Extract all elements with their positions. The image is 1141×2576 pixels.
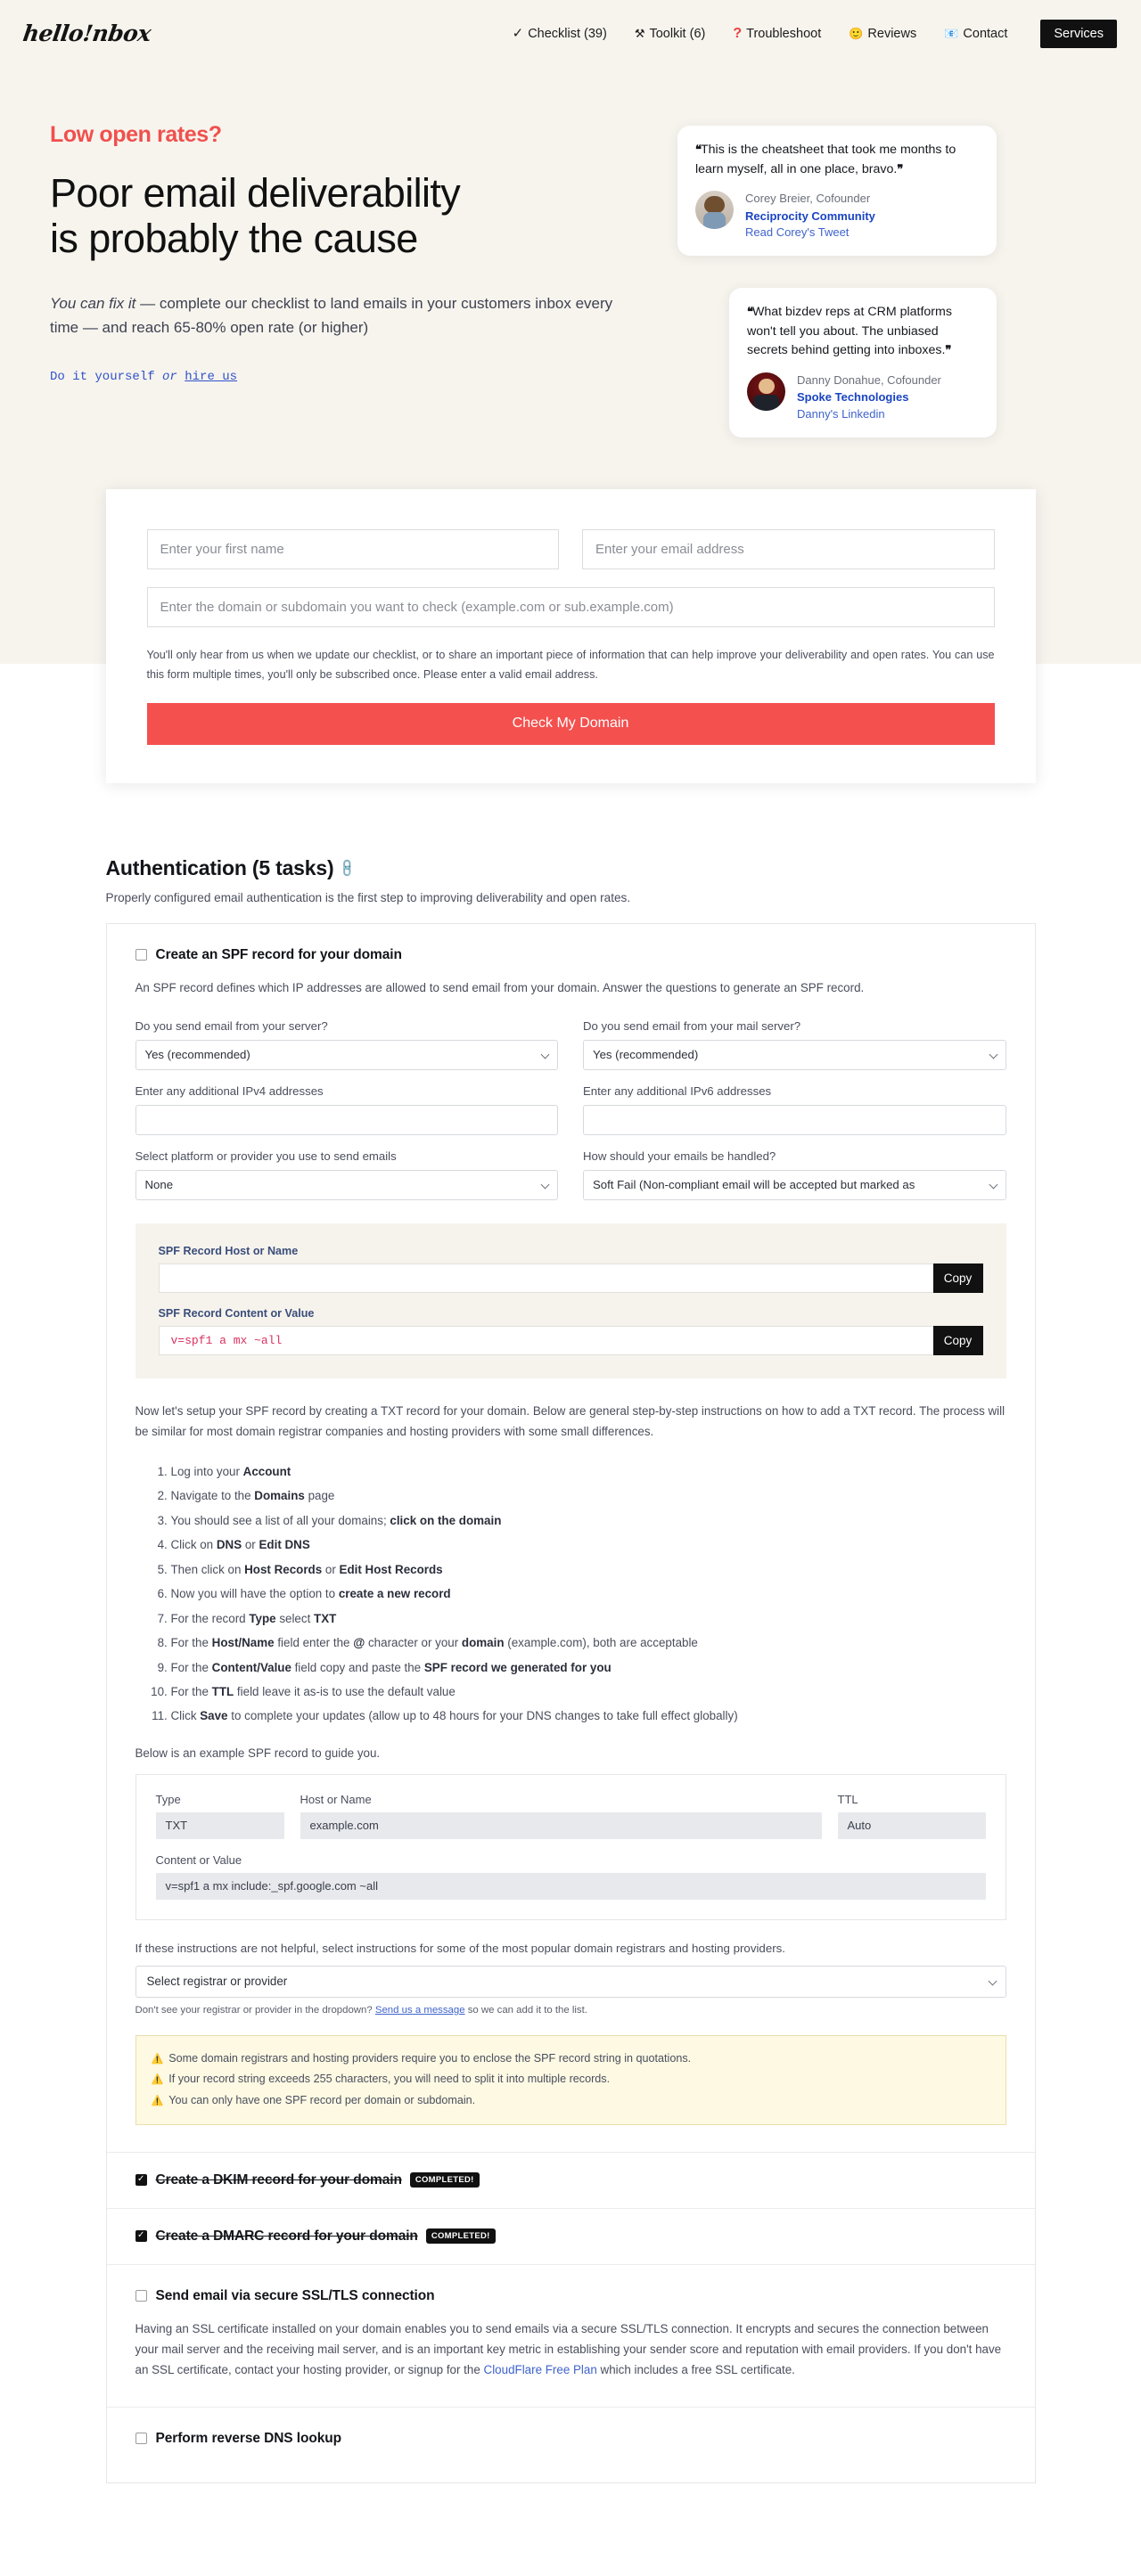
nav-item-toolkit-label: Toolkit (6) — [649, 26, 706, 41]
task-dkim-checkbox[interactable] — [135, 2174, 147, 2186]
spf-content-copy-button[interactable]: Copy — [933, 1326, 983, 1355]
ssl-desc-pre: Having an SSL certificate installed on your domain enables you to send emails via a secure SSL/TLS connection. It encrypts and secures the connection between your mail server and the receiving mail server, and is an important key metric in establishing your sender score and reputation with email providers. If you don't have an SSL certificate, contact your hosting provider, or signup for the — [135, 2321, 1002, 2376]
spf-example-record-box — [135, 1774, 1006, 1920]
spf-example-content-label: Content or Value — [155, 1852, 242, 1867]
spf-step-10: 10. For the TTL field leave it as-is to use the default value — [171, 1680, 1006, 1704]
testimonials — [669, 122, 1096, 421]
avatar — [695, 191, 734, 229]
site-logo[interactable]: hello!nbox — [21, 20, 153, 46]
spf-q2-select[interactable]: Yes (recommended) — [583, 1040, 1006, 1070]
testimonial-meta-1 — [695, 191, 979, 241]
check-icon: ✓ — [512, 26, 524, 41]
spf-step-9: 9. For the Content/Value field copy and paste the SPF record we generated for you — [171, 1656, 1006, 1680]
testimonial-quote-1 — [695, 141, 979, 179]
spf-example-ttl-label: TTL — [837, 1792, 858, 1806]
testimonial-card-2 — [729, 288, 997, 438]
spf-provider-select[interactable]: None — [135, 1170, 559, 1200]
task-dmarc-status-badge: COMPLETED! — [426, 2228, 496, 2244]
spf-ipv6-input[interactable] — [583, 1105, 1006, 1135]
spf-example-host-value: example.com — [300, 1812, 822, 1839]
spf-q4-label: Enter any additional IPv6 addresses — [583, 1084, 772, 1098]
task-spf-checkbox[interactable] — [135, 949, 147, 961]
question-icon: ? — [733, 25, 743, 41]
headline-line-2: is probably the cause — [50, 215, 418, 261]
spf-step-7: 7. For the record Type select TXT — [171, 1607, 1006, 1631]
top-navigation-bar — [0, 0, 1141, 67]
spf-host-field — [159, 1263, 983, 1293]
spf-q6 — [583, 1149, 1006, 1200]
testimonial-name-1: Corey Breier, Cofounder — [745, 192, 871, 206]
task-spf-header — [135, 947, 1006, 963]
task-ssl — [107, 2265, 1035, 2408]
spf-step-8: 8. For the Host/Name field enter the @ character or your domain (example.com), both are acceptable — [171, 1631, 1006, 1655]
spf-q2-label: Do you send email from your mail server? — [583, 1018, 801, 1033]
hero-copy — [45, 122, 669, 384]
testimonial-quote-2 — [747, 303, 979, 361]
spf-example-content-col — [156, 1853, 986, 1900]
spf-warning-3 — [152, 2090, 990, 2111]
nav-item-checklist-label: Checklist (39) — [528, 26, 607, 41]
section-subtitle: Properly configured email authentication is the first step to improving deliverability and open rates. — [105, 890, 631, 904]
authentication-section — [106, 856, 1036, 2483]
nav-item-reviews[interactable] — [849, 27, 916, 41]
spf-example-row — [156, 1793, 986, 1839]
spf-q5-label: Select platform or provider you use to send emails — [135, 1149, 397, 1163]
testimonial-org-2[interactable]: Spoke Technologies — [797, 390, 909, 405]
spf-q1-select[interactable]: Yes (recommended) — [135, 1040, 559, 1070]
spf-ipv4-input[interactable] — [135, 1105, 559, 1135]
testimonial-quote-text-2: What bizdev reps at CRM platforms won't tell you about. The unbiased secrets behind getting into inboxes. — [747, 305, 952, 358]
spf-steps-list — [135, 1460, 1006, 1729]
testimonial-link-1[interactable]: Read Corey's Tweet — [745, 225, 850, 240]
testimonial-org-1[interactable]: Reciprocity Community — [745, 209, 875, 223]
spf-q3-label: Enter any additional IPv4 addresses — [135, 1084, 324, 1098]
quote-open-icon: ❝ — [747, 305, 752, 318]
avatar — [747, 372, 785, 411]
spf-generated-record-panel — [135, 1223, 1006, 1378]
task-dkim-title: Create a DKIM record for your domain — [155, 2171, 402, 2188]
registrar-select[interactable]: Select registrar or provider — [135, 1966, 1006, 1998]
spf-q1-label: Do you send email from your server? — [135, 1018, 328, 1033]
spf-example-type-value: TXT — [156, 1812, 284, 1839]
task-ssl-header — [135, 2288, 1006, 2304]
spf-example-ttl-col — [838, 1793, 986, 1839]
form-disclaimer: You'll only hear from us when we update our checklist, or to share an important piece of information that can help improve your deliverability and open rates. You can use this form multiple times, you'll only be subscribed once. Please enter a valid email address. — [146, 649, 995, 681]
spf-q2-select-wrap — [583, 1040, 1006, 1070]
spf-step-3: 3. You should see a list of all your domains; click on the domain — [171, 1509, 1006, 1533]
spf-registrar-subnote — [135, 2005, 1006, 2016]
testimonial-meta-2 — [747, 372, 979, 423]
spf-registrar-select-wrap — [135, 1966, 1006, 1998]
task-reverse-dns — [107, 2408, 1035, 2482]
spf-warning-1-text: Some domain registrars and hosting providers require you to enclose the SPF record string in quotations. — [168, 2051, 692, 2065]
spf-host-input[interactable] — [159, 1263, 933, 1293]
spf-policy-select[interactable]: Soft Fail (Non-compliant email will be accepted but marked as — [583, 1170, 1006, 1200]
spf-host-copy-button[interactable]: Copy — [933, 1263, 983, 1293]
spf-example-host-label: Host or Name — [300, 1792, 372, 1806]
warning-icon: ⚠️ — [151, 2074, 164, 2086]
spf-step-6: 6. Now you will have the option to create a new record — [171, 1582, 1006, 1606]
spf-warning-3-text: You can only have one SPF record per domain or subdomain. — [168, 2093, 476, 2106]
email-input[interactable] — [582, 529, 995, 569]
headline-line-1: Poor email deliverability — [50, 170, 461, 216]
warning-icon: ⚠️ — [151, 2053, 164, 2065]
spf-step-2: 2. Navigate to the Domains page — [171, 1484, 1006, 1508]
envelope-icon: 📧 — [944, 27, 959, 40]
spf-step-4: 4. Click on DNS or Edit DNS — [171, 1533, 1006, 1557]
spf-q2 — [583, 1019, 1006, 1070]
testimonial-name-2: Danny Donahue, Cofounder — [797, 372, 941, 387]
hero-subtitle-emphasis: You can fix it — [50, 294, 136, 312]
nav-item-toolkit[interactable] — [635, 27, 706, 41]
task-list — [106, 923, 1036, 2483]
hero-cta-line — [50, 370, 669, 384]
nav-item-reviews-label: Reviews — [867, 26, 917, 41]
spf-host-label: SPF Record Host or Name — [158, 1244, 299, 1257]
spf-warnings-box — [135, 2035, 1006, 2125]
spf-example-ttl-value: Auto — [838, 1812, 986, 1839]
quote-close-icon: ❞ — [945, 343, 951, 357]
smiley-icon: 🙂 — [849, 27, 864, 40]
tools-icon: ⚒ — [634, 27, 645, 40]
task-reverse-dns-checkbox[interactable] — [135, 2433, 147, 2444]
task-ssl-title: Send email via secure SSL/TLS connection — [155, 2287, 435, 2303]
check-my-domain-button[interactable]: Check My Domain — [147, 703, 995, 745]
testimonial-link-2[interactable]: Danny's Linkedin — [797, 406, 885, 421]
services-button[interactable]: Services — [1040, 20, 1117, 48]
task-spf-title: Create an SPF record for your domain — [155, 946, 402, 962]
spf-example-host-col — [300, 1793, 822, 1839]
domain-check-form — [106, 489, 1036, 783]
task-dmarc — [107, 2209, 1035, 2265]
spf-content-label: SPF Record Content or Value — [158, 1306, 315, 1320]
page-title — [50, 171, 669, 262]
spf-q1 — [135, 1019, 559, 1070]
ssl-desc-post: which includes a free SSL certificate. — [596, 2362, 795, 2376]
first-name-input[interactable] — [147, 529, 560, 569]
hero-kicker: Low open rates? — [50, 122, 222, 147]
spf-host-group — [159, 1245, 983, 1293]
nav-item-checklist[interactable] — [513, 27, 607, 41]
spf-example-note: Below is an example SPF record to guide you. — [135, 1746, 381, 1760]
spf-warning-1 — [152, 2049, 990, 2069]
domain-input[interactable] — [147, 587, 995, 627]
nav-links — [513, 20, 1117, 48]
task-spf-description: An SPF record defines which IP addresses are allowed to send email from your domain. Answer the questions to generate an SPF record. — [135, 980, 865, 994]
spf-content-field — [159, 1326, 983, 1355]
spf-question-grid — [135, 1019, 1006, 1200]
cloudflare-free-plan-link[interactable]: CloudFlare Free Plan — [483, 2362, 597, 2376]
task-spf — [107, 924, 1035, 2153]
task-reverse-dns-header — [135, 2431, 1006, 2447]
task-dmarc-checkbox[interactable] — [135, 2230, 147, 2242]
hero-subtitle — [50, 291, 638, 340]
hero-section — [45, 67, 1096, 421]
spf-step-1: 1. Log into your Account — [171, 1460, 1006, 1484]
task-dmarc-title: Create a DMARC record for your domain — [155, 2228, 418, 2244]
task-dkim-status-badge: COMPLETED! — [410, 2172, 480, 2188]
task-reverse-dns-title: Perform reverse DNS lookup — [155, 2430, 341, 2446]
spf-warning-2 — [152, 2069, 990, 2089]
do-it-yourself-text: Do it yourself — [50, 370, 163, 385]
hero-subtitle-rest: — complete our checklist to land emails in your customers inbox every time — and reach 65-80% open rate (or higher) — [50, 294, 613, 337]
spf-content-input[interactable] — [159, 1326, 933, 1355]
task-ssl-checkbox[interactable] — [135, 2290, 147, 2302]
section-title: Authentication (5 tasks) — [105, 855, 334, 879]
quote-open-icon: ❝ — [695, 143, 701, 156]
spf-q5-select-wrap — [135, 1170, 559, 1200]
testimonial-quote-text-1: This is the cheatsheet that took me months to learn myself, all in one place, bravo. — [695, 143, 956, 176]
spf-q4 — [583, 1084, 1006, 1135]
spf-registrar-note: If these instructions are not helpful, select instructions for some of the most popular domain registrars and hosting providers. — [135, 1941, 785, 1955]
send-us-a-message-link[interactable]: Send us a message — [374, 2004, 465, 2016]
section-heading — [106, 856, 1036, 880]
spf-example-type-col — [156, 1793, 284, 1839]
spf-q3 — [135, 1084, 559, 1135]
cta-or-text: or — [162, 370, 177, 385]
spf-q6-label: How should your emails be handled? — [583, 1149, 776, 1163]
nav-item-troubleshoot-label: Troubleshoot — [746, 26, 822, 41]
link-anchor-icon[interactable]: 🔗 — [336, 857, 358, 879]
spf-example-type-label: Type — [155, 1792, 181, 1806]
spf-instructions-intro: Now let's setup your SPF record by creating a TXT record for your domain. Below are general step-by-step instructions on how to add a TXT record. The process will be similar for most domain registrar companies and hosting providers with some small differences. — [135, 1403, 1006, 1438]
quote-close-icon: ❞ — [897, 161, 903, 176]
spf-example-content-value: v=spf1 a mx include:_spf.google.com ~all — [156, 1873, 986, 1900]
spf-q6-select-wrap — [583, 1170, 1006, 1200]
nav-item-troubleshoot[interactable] — [733, 27, 821, 41]
spf-warning-2-text: If your record string exceeds 255 characters, you will need to split it into multiple records. — [168, 2073, 611, 2086]
task-ssl-description — [135, 2318, 1006, 2380]
spf-step-11: 11. Click Save to complete your updates (allow up to 48 hours for your DNS changes to take full effect globally) — [171, 1704, 1006, 1728]
nav-item-contact[interactable] — [944, 27, 1007, 41]
spf-content-group — [159, 1307, 983, 1355]
spf-step-5: 5. Then click on Host Records or Edit Host Records — [171, 1558, 1006, 1582]
name-email-row — [147, 529, 995, 569]
testimonial-card-1 — [677, 126, 997, 256]
task-dkim — [107, 2153, 1035, 2209]
registrar-subnote-suffix: so we can add it to the list. — [464, 2004, 587, 2016]
hire-us-link[interactable]: hire us — [185, 370, 238, 385]
registrar-subnote-prefix: Don't see your registrar or provider in the dropdown? — [135, 2004, 375, 2016]
nav-item-contact-label: Contact — [963, 26, 1008, 41]
spf-q5 — [135, 1149, 559, 1200]
spf-q1-select-wrap — [135, 1040, 559, 1070]
warning-icon: ⚠️ — [151, 2095, 164, 2106]
